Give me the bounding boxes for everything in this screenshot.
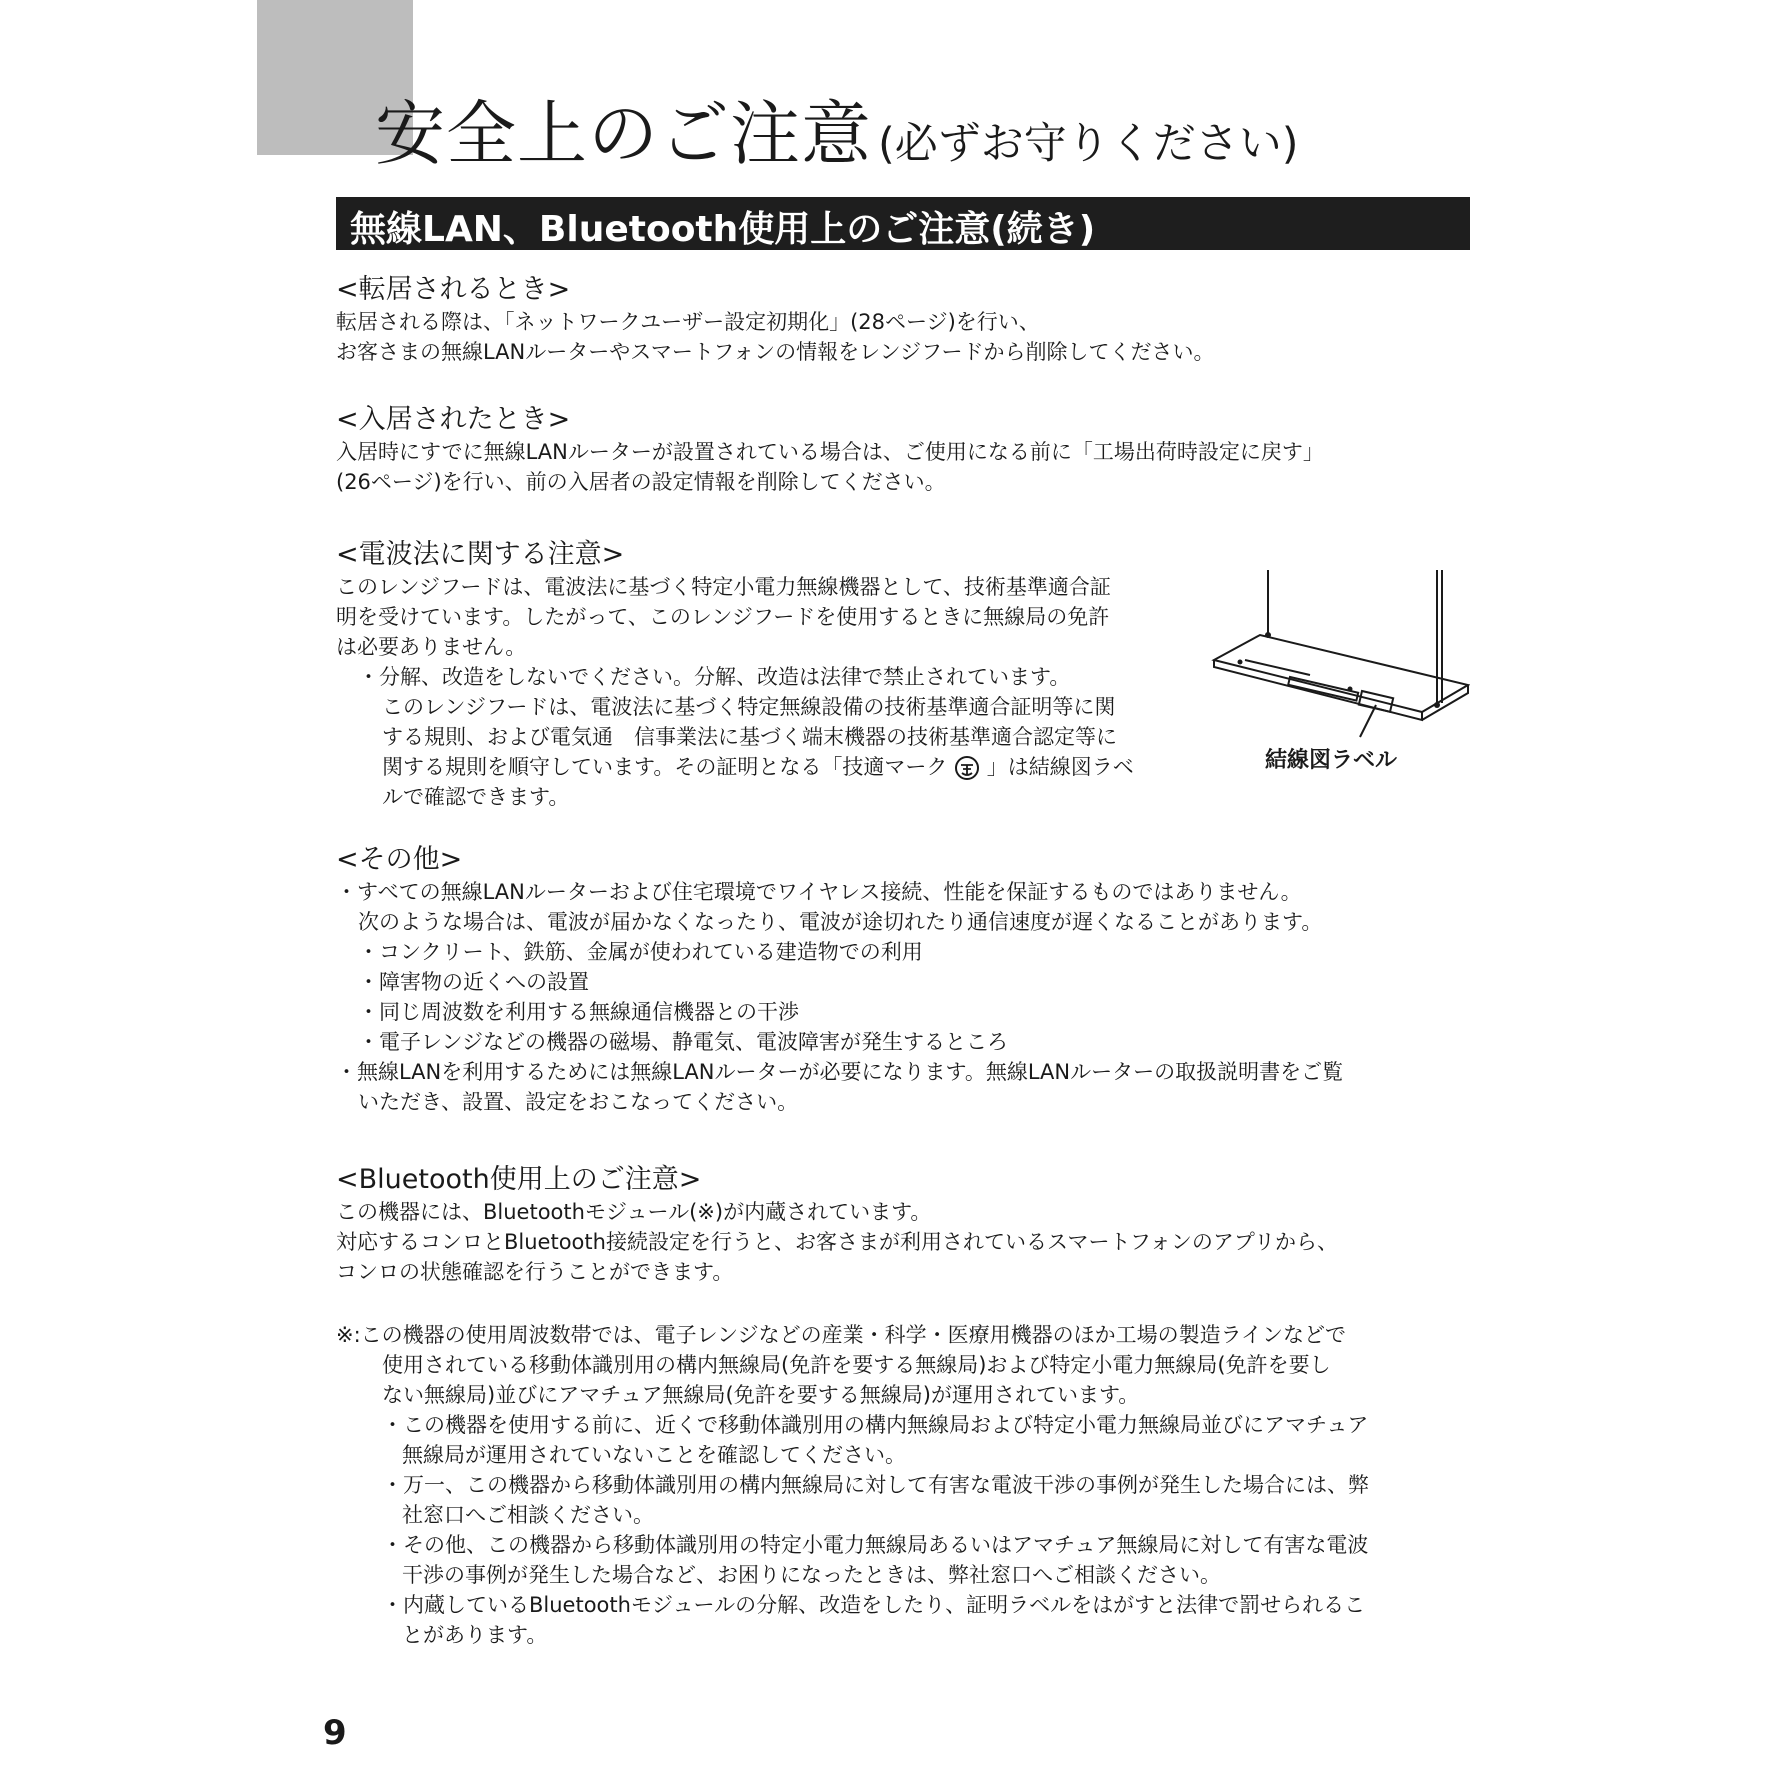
note-line: とがあります。 bbox=[402, 1623, 548, 1647]
radio-law-line: このレンジフードは、電波法に基づく特定小電力無線機器として、技術基準適合証 bbox=[336, 575, 1111, 599]
other-heading: <その他> bbox=[336, 844, 463, 875]
moving-in-line: 入居時にすでに無線LANルーターが設置されている場合は、ご使用になる前に「工場出荷時設定に戻す」 bbox=[336, 440, 1324, 464]
moving-in-heading: <入居されたとき> bbox=[336, 404, 571, 435]
note-bullet: ・内蔵しているBluetoothモジュールの分解、改造をしたり、証明ラベルをはがすと法律で罰せられるこ bbox=[382, 1593, 1366, 1617]
page-title-main: 安全上のご注意 bbox=[375, 93, 872, 175]
note-line: 社窓口へご相談ください。 bbox=[402, 1503, 654, 1527]
other-section bbox=[336, 843, 1470, 1117]
other-sub-bullet: ・障害物の近くへの設置 bbox=[358, 970, 589, 994]
other-line: 次のような場合は、電波が届かなくなったり、電波が途切れたり通信速度が遅くなることがあります。 bbox=[358, 910, 1323, 934]
radio-law-bullet-line bbox=[336, 752, 1196, 782]
note-bullet: ・この機器を使用する前に、近くで移動体識別用の構内無線局および特定小電力無線局並びにアマチュア bbox=[382, 1413, 1369, 1437]
other-bullet: ・無線LANを利用するためには無線LANルーターが必要になります。無線LANルーターの取扱説明書をご覧 bbox=[336, 1060, 1344, 1084]
moving-out-heading: <転居されるとき> bbox=[336, 274, 571, 305]
radio-law-bullet: ・分解、改造をしないでください。分解、改造は法律で禁止されています。 bbox=[358, 665, 1071, 689]
section-title: 無線LAN、Bluetooth使用上のご注意(続き) bbox=[350, 209, 1096, 250]
radio-law-line: 明を受けています。したがって、このレンジフードを使用するときに無線局の免許 bbox=[336, 605, 1110, 629]
moving-out-section bbox=[336, 273, 1470, 367]
radio-law-mark-text-before: 関する規則を順守しています。その証明となる「技適マーク bbox=[382, 755, 948, 779]
page-title-sub: (必ずお守りください) bbox=[878, 119, 1299, 169]
section-title-bar bbox=[336, 197, 1470, 250]
bluetooth-line: コンロの状態確認を行うことができます。 bbox=[336, 1260, 734, 1284]
page-number: 9 bbox=[323, 1713, 347, 1753]
bluetooth-line: この機器には、Bluetoothモジュール(※)が内蔵されています。 bbox=[336, 1200, 932, 1224]
moving-in-line: (26ページ)を行い、前の入居者の設定情報を削除してください。 bbox=[336, 470, 946, 494]
bluetooth-heading: <Bluetooth使用上のご注意> bbox=[336, 1164, 702, 1195]
note-section bbox=[336, 1320, 1470, 1650]
radio-law-bullet-line: ルで確認できます。 bbox=[382, 785, 570, 809]
moving-out-line: 転居される際は、「ネットワークユーザー設定初期化」(28ページ)を行い、 bbox=[336, 310, 1040, 334]
other-sub-bullet: ・同じ周波数を利用する無線通信機器との干渉 bbox=[358, 1000, 799, 1024]
radio-law-heading: <電波法に関する注意> bbox=[336, 539, 625, 570]
radio-law-mark-text-after: 」は結線図ラベ bbox=[986, 755, 1134, 779]
page-title bbox=[375, 78, 1299, 179]
radio-law-bullet-line: する規則、および電気通 信事業法に基づく端末機器の技術基準適合認定等に bbox=[382, 725, 1117, 749]
other-sub-bullet: ・コンクリート、鉄筋、金属が使われている建造物での利用 bbox=[358, 940, 923, 964]
moving-out-line: お客さまの無線LANルーターやスマートフォンの情報をレンジフードから削除してください。 bbox=[336, 340, 1215, 364]
note-line: 使用されている移動体識別用の構内無線局(免許を要する無線局)および特定小電力無線局(免許を要し bbox=[382, 1353, 1331, 1377]
moving-in-section bbox=[336, 403, 1470, 497]
other-line: いただき、設置、設定をおこなってください。 bbox=[358, 1090, 799, 1114]
note-bullet: ・万一、この機器から移動体識別用の構内無線局に対して有害な電波干渉の事例が発生した場合には、弊 bbox=[382, 1473, 1369, 1497]
radio-law-section bbox=[336, 538, 1196, 812]
note-bullet: ・その他、この機器から移動体識別用の特定小電力無線局あるいはアマチュア無線局に対して有害な電波 bbox=[382, 1533, 1369, 1557]
other-sub-bullet: ・電子レンジなどの機器の磁場、静電気、電波障害が発生するところ bbox=[358, 1030, 1008, 1054]
radio-law-bullet-line: このレンジフードは、電波法に基づく特定無線設備の技術基準適合証明等に関 bbox=[382, 695, 1116, 719]
note-line: 干渉の事例が発生した場合など、お困りになったときは、弊社窓口へご相談ください。 bbox=[402, 1563, 1221, 1587]
bluetooth-line: 対応するコンロとBluetooth接続設定を行うと、お客さまが利用されているスマートフォンのアプリから、 bbox=[336, 1230, 1339, 1254]
other-bullet: ・すべての無線LANルーターおよび住宅環境でワイヤレス接続、性能を保証するものではありません。 bbox=[336, 880, 1302, 904]
figure-label: 結線図ラベル bbox=[1265, 748, 1398, 773]
note-line: ※:この機器の使用周波数帯では、電子レンジなどの産業・科学・医療用機器のほか工場の製造ラインなどで bbox=[336, 1323, 1346, 1347]
giteki-mark-icon bbox=[954, 755, 980, 781]
note-line: 無線局が運用されていないことを確認してください。 bbox=[402, 1443, 906, 1467]
radio-law-line: は必要ありません。 bbox=[336, 635, 527, 659]
note-line: ない無線局)並びにアマチュア無線局(免許を要する無線局)が運用されています。 bbox=[382, 1383, 1140, 1407]
bluetooth-section bbox=[336, 1163, 1470, 1287]
